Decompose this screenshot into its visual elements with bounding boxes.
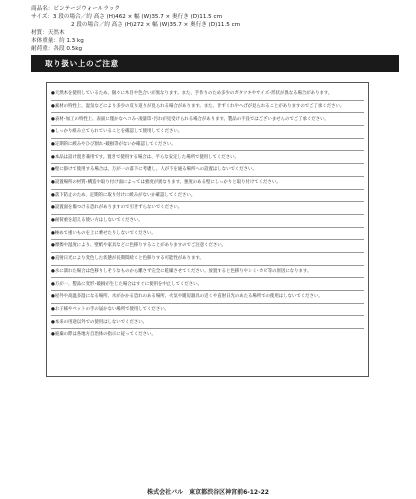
caution-item: ●落下防止のため、定期的に取り付けに緩みがないか確認してください。 [51, 190, 364, 203]
caution-header: 取り扱い上のご注意 [31, 55, 399, 72]
company-footer: 株式会社バル 東京都渋谷区神宮前6-12-22 [147, 489, 269, 496]
caution-item: ●壁に掛けて使用する場合は、万が一の落下に考慮し、人が下を通る場所への設置はしないでください。 [51, 164, 364, 177]
body-weight: 本体重量：約 1.3 kg [31, 38, 84, 45]
caution-item: ●設置場所の材質･構造や取り付け面によっては強度が異なります。強度のある壁にしっかりと取り付けてください。 [51, 177, 364, 190]
caution-item: ●万が一、製品に変形･破損が生じた場合はすぐに使用を中止してください。 [51, 278, 364, 291]
caution-item: ●屋外や高温多湿になる場所、水がかかる恐れのある場所、火気や暖房器具の近くや直射日光のあたる場所での使用はしないでください。 [51, 291, 364, 304]
caution-item: ●耐荷重を超える使い方はしないでください。 [51, 215, 364, 228]
caution-item: ●お子様やペットの手の届かない場所で使用してください。 [51, 304, 364, 317]
size-3-tier: サイズ：3 段の場合／約 高さ (H)462 × 幅 (W)35.7 × 奥行き (D)11.5 cm [31, 14, 223, 21]
load-capacity: 耐荷重：各段 0.5kg [31, 46, 83, 53]
caution-list [46, 82, 369, 377]
product-name: 商品名：ビンテージウォールラック [31, 6, 120, 12]
caution-item: ●廃棄の際は各地方自治体の指示に従ってください。 [51, 332, 156, 338]
material: 材質：天然木 [31, 30, 65, 37]
caution-item: ●本来の用途以外での使用はしないでください。 [51, 316, 364, 329]
caution-item: ●定期的に緩みやひび割れ･破損等がないか確認してください。 [51, 139, 364, 152]
caution-item: ●天然木を使用しているため、個々に木目や色合いが異なります。また、手作りのため多少のガタツキやサイズ･形状が異なる場合があります。 [51, 88, 364, 101]
caution-item: ●直射日光により変色した状態が長期間続くと色移りする可能性があります。 [51, 253, 364, 266]
product-specs [31, 5, 401, 54]
caution-item: ●表材･加工の特性上、表面に僅かなヘコみ･凌量印･汚れが見受けられる場合があります。製品の不良ではございませんのでご了承ください。 [51, 113, 364, 126]
caution-item: ●設置面を傷つける恐れがありますので引きずらないでください。 [51, 202, 364, 215]
size-2-tier: 2 段の場合／約 高さ (H)272 × 幅 (W)35.7 × 奥行き (D)11.5 cm [71, 22, 241, 29]
caution-item: ●摩擦や湿度により、壁紙や家具などに色移りすることがありますのでご注意ください。 [51, 240, 364, 253]
caution-item: ●しっかり組み立てられていることを確認して使用してください。 [51, 126, 364, 139]
caution-item: ●本品は設け置き兼用です。置きで使用する場合は、平らな安定した場所で使用してください。 [51, 151, 364, 164]
caution-item: ●極めて重いものを上に乗せたりしないでください。 [51, 228, 364, 241]
caution-item: ●水に濡れた場合は色移りしそうなものから離さず完全に乾燥させてください。放置すると色移りやシミ･カビ等の原因になります。 [51, 266, 364, 279]
caution-item: ●素材の特性上、湿気などにより多少の反り返りが見られる場合があります。また、きずくれやヘげが見られることがありますのでご了承ください。 [51, 101, 364, 114]
